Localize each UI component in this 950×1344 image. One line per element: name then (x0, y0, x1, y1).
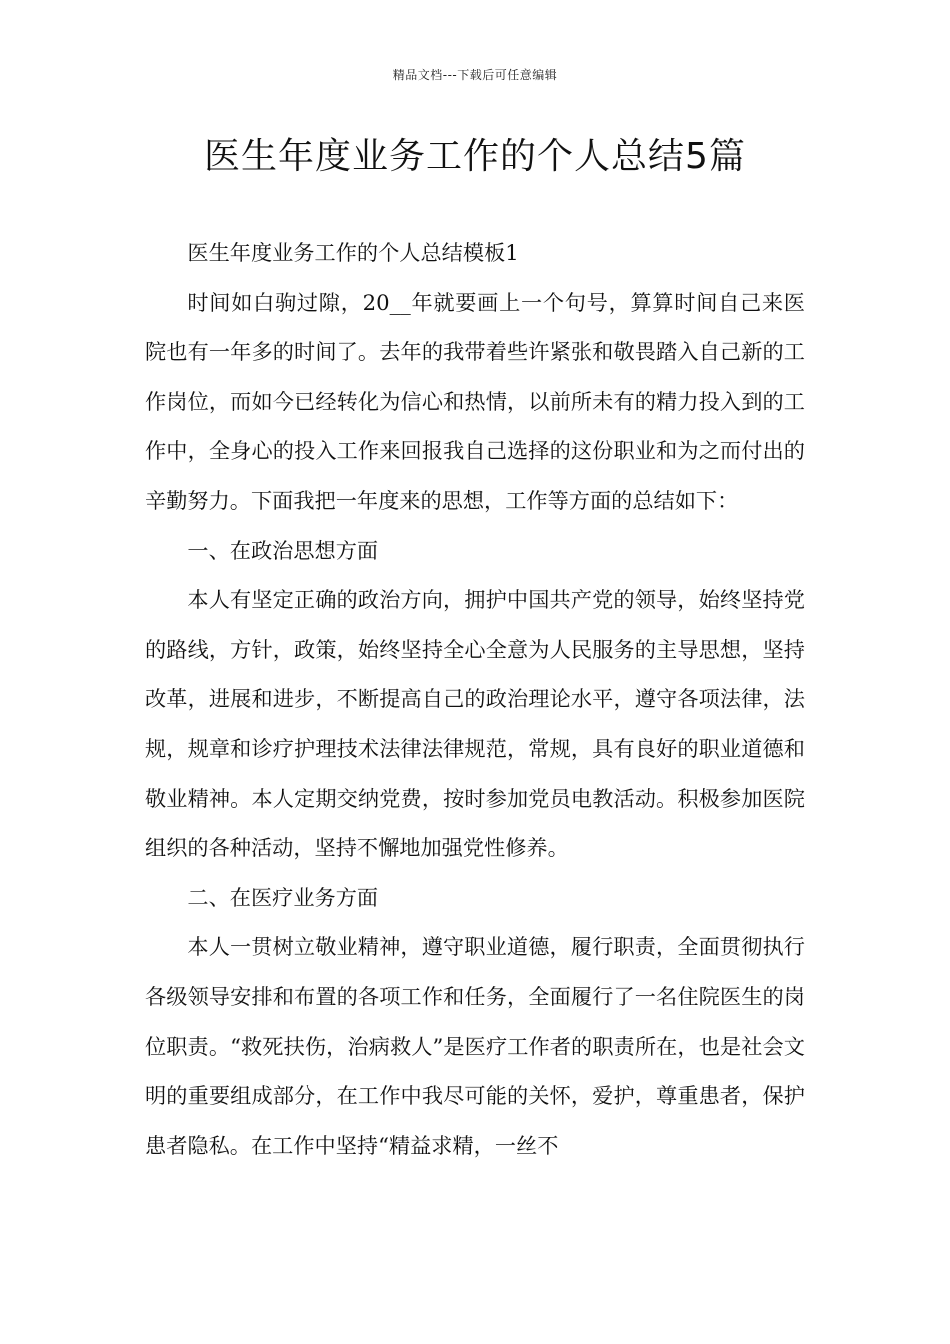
header-note: 精品文档---下载后可任意编辑 (392, 68, 558, 82)
paragraph: 时间如白驹过隙，20__年就要画上一个句号，算算时间自己来医院也有一年多的时间了。去年的我带着些许紧张和敬畏踏入自己新的工作岗位，而如今已经转化为信心和热情，以前所未有的精力投入到的工作中，全身心的投入工作来回报我自己选择的这份职业和为之而付出的辛勤努力。下面我把一年度来的思想，工作等方面的总结如下： (145, 289, 805, 513)
section-heading: 医生年度业务工作的个人总结模板1 (187, 240, 519, 265)
paragraph: 本人有坚定正确的政治方向，拥护中国共产党的领导，始终坚持党的路线，方针，政策，始终坚持全心全意为人民服务的主导思想，坚持改革，进展和进步，不断提高自己的政治理论水平，遵守各项法律，法规，规章和诊疗护理技术法律法律规范，常规，具有良好的职业道德和敬业精神。本人定期交纳党费，按时参加党员电教活动。积极参加医院组织的各种活动，坚持不懈地加强党性修养。 (145, 587, 805, 861)
section-heading: 二、在医疗业务方面 (187, 884, 379, 910)
paragraph: 本人一贯树立敬业精神，遵守职业道德，履行职责，全面贯彻执行各级领导安排和布置的各项工作和任务，全面履行了一名住院医生的岗位职责。“救死扶伤，治病救人”是医疗工作者的职责所在，也是社会文明的重要组成部分，在工作中我尽可能的关怀，爱护，尊重患者，保护患者隐私。在工作中坚持“精益求精，一丝不 (145, 934, 805, 1158)
document-title: 医生年度业务工作的个人总结5篇 (204, 136, 746, 177)
section-heading: 一、在政治思想方面 (187, 537, 379, 563)
document-body (145, 228, 805, 1170)
